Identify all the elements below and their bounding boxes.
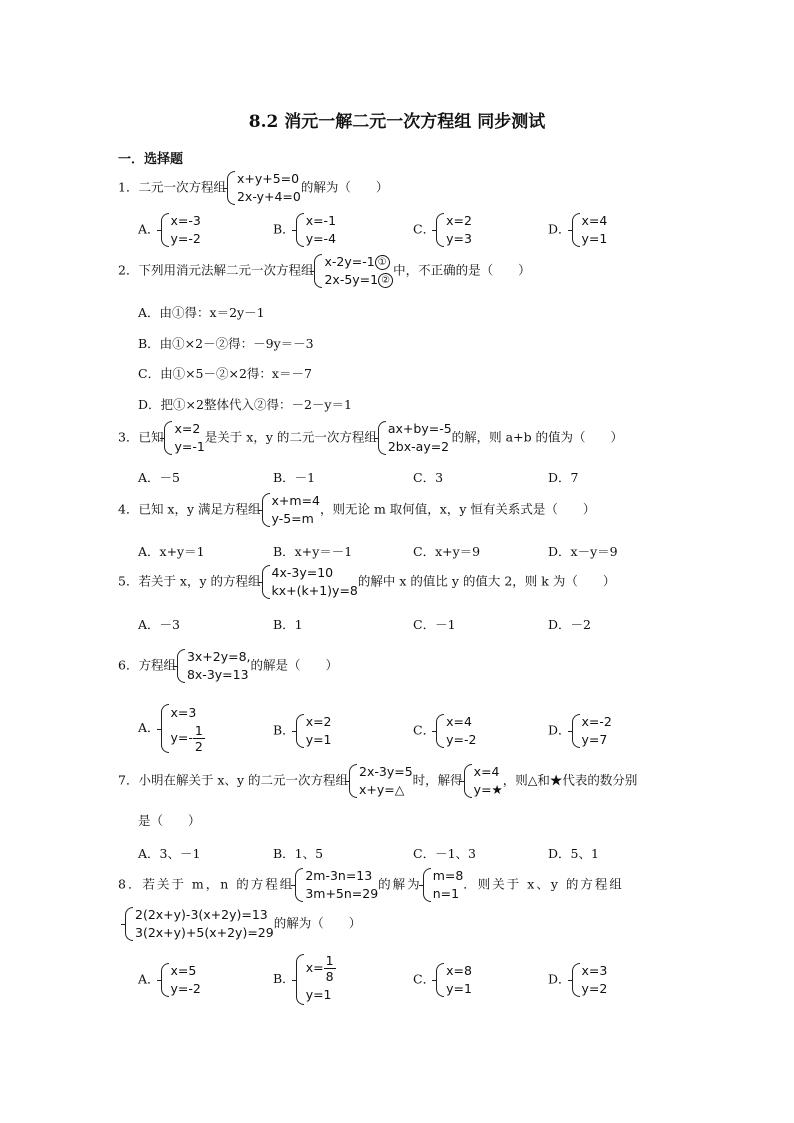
q2-option-c[interactable]: C．由①×5－②×2得：x＝－7 — [138, 366, 312, 381]
q8-option-d[interactable]: D． x=3 y=2 — [548, 963, 608, 996]
q6-option-a[interactable]: A． x=3 y=- $\frac{1}{2}$ — [138, 705, 203, 754]
q5-option-b[interactable]: B．1 — [273, 617, 303, 632]
page-title: 8.2 消元一解二元一次方程组 同步测试 — [248, 112, 546, 132]
q8-stem-pre: 8．若关于 m，n 的方程组 — [118, 876, 295, 892]
q4-option-a[interactable]: A．x+y＝1 — [138, 544, 205, 559]
q7-option-b[interactable]: B．1、5 — [273, 846, 324, 861]
q7-option-c[interactable]: C．－1、3 — [413, 846, 476, 861]
q7-option-d[interactable]: D．5、1 — [548, 846, 599, 861]
q8-stem-line2 — [124, 906, 361, 942]
q8-system-3: 2(2x+y)-3(x+2y)=13 3(2x+y)+5(x+2y)=29 — [124, 906, 274, 942]
q1-option-d[interactable]: D． x=4 y=1 — [548, 213, 608, 246]
question-2 — [118, 253, 531, 289]
q3-stem-mid: 是关于 x，y 的二元一次方程组 — [204, 429, 377, 445]
q7-stem-mid: 时，解得 — [412, 772, 463, 788]
q8-stem-post: ．则关于 x、y 的方程组 — [463, 876, 624, 892]
q7-stem-line2: 是（ ） — [138, 813, 201, 828]
q3-option-b[interactable]: B．－1 — [273, 470, 316, 485]
q6-stem-pre: 6．方程组 — [118, 657, 176, 673]
q7-stem-pre: 7．小明在解关于 x、y 的二元一次方程组 — [118, 772, 349, 788]
q4-option-c[interactable]: C．x+y＝9 — [413, 544, 481, 559]
q2-stem-pre: 2．下列用消元法解二元一次方程组 — [118, 262, 314, 278]
q3-stem-post: 的解，则 a+b 的值为（ ） — [451, 429, 624, 445]
q6-option-c[interactable]: C． x=4 y=-2 — [413, 714, 477, 747]
q2-option-d[interactable]: D．把①×2整体代入②得：－2－y＝1 — [138, 397, 352, 412]
q3-stem-pre: 3．已知 — [118, 429, 164, 445]
q1-option-b[interactable]: B． x=-1 y=-4 — [273, 213, 337, 246]
q4-stem-pre: 4．已知 x，y 满足方程组 — [118, 501, 261, 517]
section-heading: 一．选择题 — [118, 152, 184, 167]
question-6 — [118, 648, 338, 684]
q3-option-d[interactable]: D．7 — [548, 470, 579, 485]
q4-option-b[interactable]: B．x+y＝－1 — [273, 544, 353, 559]
q3-option-a[interactable]: A．－5 — [138, 470, 180, 485]
q1-stem-pre: 1．二元一次方程组 — [118, 179, 226, 195]
q5-stem-pre: 5．若关于 x，y 的方程组 — [118, 573, 261, 589]
q3-option-c[interactable]: C．3 — [413, 470, 444, 485]
q8-system-1: 2m-3n=13 3m+5n=29 — [294, 867, 378, 903]
q5-option-a[interactable]: A．－3 — [138, 617, 180, 632]
question-4 — [118, 492, 595, 528]
q8-system-2: m=8 n=1 — [422, 867, 464, 903]
q6-system: 3x+2y=8, 8x-3y=13 — [176, 648, 251, 684]
q2-stem-post: 中，不正确的是（ ） — [393, 262, 531, 278]
q1-system: x+y+5=0 2x-y+4=0 — [226, 170, 301, 206]
q5-system: 4x-3y=10 kx+(k+1)y=8 — [261, 564, 358, 600]
q3-system-2: ax+by=-5 2bx-ay=2 — [377, 420, 452, 456]
q6-stem-post: 的解是（ ） — [250, 657, 339, 673]
q5-option-c[interactable]: C．－1 — [413, 617, 456, 632]
question-7 — [118, 763, 637, 799]
q2-system: x-2y=-1 ① 2x-5y=1 ② — [313, 253, 393, 289]
q8-stem-post2: 的解为（ ） — [273, 915, 362, 931]
q8-stem-mid: 的解为 — [378, 876, 422, 892]
q5-option-d[interactable]: D．－2 — [548, 617, 591, 632]
q8-option-a[interactable]: A． x=5 y=-2 — [138, 963, 201, 996]
q4-stem-post: ，则无论 m 取何值，x，y 恒有关系式是（ ） — [320, 501, 596, 517]
q4-system: x+m=4 y-5=m — [261, 492, 320, 528]
q6-option-d[interactable]: D． x=-2 y=7 — [548, 714, 612, 747]
q7-system-2: x=4 y=★ — [463, 763, 503, 799]
q7-option-a[interactable]: A．3、－1 — [138, 846, 201, 861]
q2-option-b[interactable]: B．由①×2－②得：－9y＝－3 — [138, 336, 314, 351]
q1-option-c[interactable]: C． x=2 y=3 — [413, 213, 472, 246]
question-3 — [118, 420, 623, 456]
q2-option-a[interactable]: A．由①得：x＝2y－1 — [138, 305, 265, 320]
q8-option-b[interactable]: B． x= $\frac{1}{8}$ y=1 — [273, 953, 336, 1006]
question-8 — [118, 867, 624, 903]
q3-system-1: x=2 y=-1 — [163, 420, 204, 456]
q7-stem-post: ，则△和★代表的数分别 — [502, 772, 638, 788]
q5-stem-post: 的解中 x 的值比 y 的值大 2，则 k 为（ ） — [357, 573, 616, 589]
q8-option-c[interactable]: C． x=8 y=1 — [413, 963, 472, 996]
q4-option-d[interactable]: D．x－y＝9 — [548, 544, 618, 559]
q7-system-1: 2x-3y=5 x+y=△ — [348, 763, 413, 799]
q1-stem-post: 的解为（ ） — [300, 179, 389, 195]
q6-option-b[interactable]: B． x=2 y=1 — [273, 714, 332, 747]
question-5 — [118, 564, 615, 600]
q1-option-a[interactable]: A． x=-3 y=-2 — [138, 213, 201, 246]
question-1 — [118, 170, 388, 206]
